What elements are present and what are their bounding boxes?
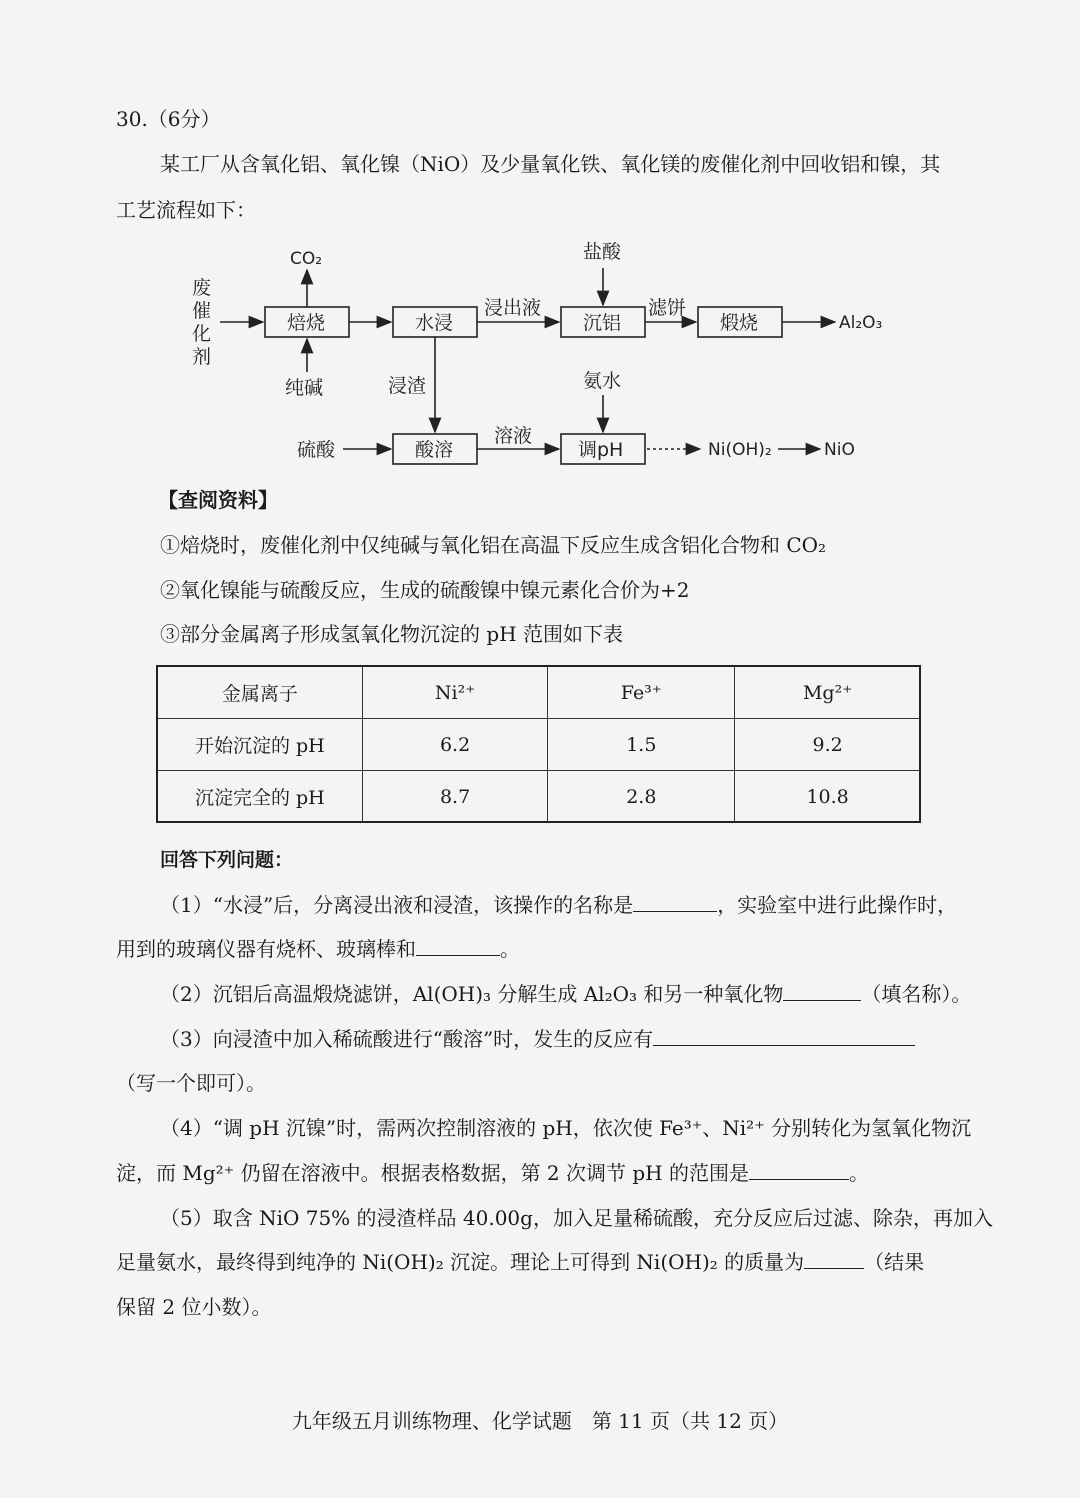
- intro-line-2: 工艺流程如下：: [116, 198, 256, 222]
- q1-blank-1[interactable]: [633, 891, 717, 912]
- input-char-4: 剂: [192, 346, 212, 368]
- q2-text-a: （2）沉铝后高温煅烧滤饼，Al(OH)₃ 分解生成 Al₂O₃ 和另一种氧化物: [160, 982, 784, 1006]
- question-heading: 30.（6分）: [116, 107, 221, 131]
- table-row: [158, 719, 921, 771]
- table-cell: 8.7: [362, 771, 548, 823]
- intro-line-1: 某工厂从含氧化铝、氧化镍（NiO）及少量氧化铁、氧化镁的废催化剂中回收铝和镍，其: [160, 152, 941, 176]
- solution-label: 溶液: [494, 425, 533, 447]
- roast-label: 焙烧: [287, 312, 326, 334]
- q5-text-c: （结果: [864, 1250, 925, 1274]
- h2so4-label: 硫酸: [297, 439, 336, 461]
- q1-text-d: 。: [500, 937, 520, 961]
- table-cell: 2.8: [548, 771, 735, 823]
- table-cell: 沉淀完全的 pH: [158, 771, 363, 823]
- co2-label: CO₂: [290, 249, 323, 269]
- q3-line-2: （写一个即可）。: [116, 1071, 266, 1095]
- input-char-1: 废: [192, 277, 212, 299]
- q1-line-2: [116, 934, 520, 964]
- q5-line-1: （5）取含 NiO 75% 的浸渣样品 40.00g，加入足量稀硫酸，充分反应后过滤、除杂，再加入: [160, 1206, 993, 1230]
- table-cell: 9.2: [735, 719, 921, 771]
- q4-line-2: [116, 1158, 869, 1188]
- reference-item-3: ③部分金属离子形成氢氧化物沉淀的 pH 范围如下表: [160, 622, 623, 646]
- q1-text-b: ，实验室中进行此操作时，: [717, 893, 958, 917]
- reference-title: 【查阅资料】: [158, 488, 278, 512]
- process-flow-diagram: [180, 232, 920, 482]
- table-cell: 10.8: [735, 771, 921, 823]
- hcl-label: 盐酸: [583, 241, 622, 263]
- q1-text-c: 用到的玻璃仪器有烧杯、玻璃棒和: [116, 937, 416, 961]
- adjust-ph-label: 调pH: [578, 439, 624, 461]
- table-cell: 1.5: [548, 719, 735, 771]
- q3-blank[interactable]: [653, 1025, 915, 1046]
- q2-text-b: （填名称）。: [861, 982, 972, 1006]
- q1-line-1: [160, 890, 957, 920]
- filter-cake-label: 滤饼: [648, 297, 687, 319]
- q5-text-b: 足量氨水，最终得到纯净的 Ni(OH)₂ 沉淀。理论上可得到 Ni(OH)₂ 的质量为: [116, 1250, 805, 1274]
- table-row: [158, 771, 921, 823]
- table-header-row: [158, 667, 921, 719]
- q4-blank[interactable]: [749, 1159, 849, 1180]
- q5-line-2: [116, 1247, 924, 1277]
- q3-text-a: （3）向浸渣中加入稀硫酸进行“酸溶”时，发生的反应有: [160, 1027, 654, 1051]
- table-header-cell: Fe³⁺: [548, 667, 735, 719]
- table-cell: 6.2: [362, 719, 548, 771]
- q3-line-1: [160, 1024, 915, 1054]
- q1-text-a: （1）“水浸”后，分离浸出液和浸渣，该操作的名称是: [160, 893, 634, 917]
- reference-item-1: ①焙烧时，废催化剂中仅纯碱与氧化铝在高温下反应生成含铝化合物和 CO₂: [160, 533, 827, 557]
- residue-label: 浸渣: [388, 375, 427, 397]
- table-cell: 开始沉淀的 pH: [158, 719, 363, 771]
- page-footer: 九年级五月训练物理、化学试题 第 11 页（共 12 页）: [291, 1409, 789, 1433]
- q2-line: [160, 979, 971, 1009]
- table-header-cell: 金属离子: [158, 667, 363, 719]
- calcine-label: 煅烧: [720, 312, 759, 334]
- answers-title: 回答下列问题：: [160, 849, 294, 871]
- table-header-cell: Mg²⁺: [735, 667, 921, 719]
- water-leach-label: 水浸: [415, 312, 454, 334]
- q4-line-1: （4）“调 pH 沉镍”时，需两次控制溶液的 pH，依次使 Fe³⁺、Ni²⁺ 分别转化为氢氧化物沉: [160, 1116, 972, 1140]
- acid-dissolve-label: 酸溶: [415, 439, 454, 461]
- leachate-label: 浸出液: [484, 297, 542, 319]
- nioh2-label: Ni(OH)₂: [708, 440, 772, 460]
- input-char-2: 催: [192, 300, 212, 322]
- q4-text-b: 淀，而 Mg²⁺ 仍留在溶液中。根据表格数据，第 2 次调节 pH 的范围是: [116, 1161, 749, 1185]
- q1-blank-2[interactable]: [416, 935, 500, 956]
- al2o3-label: Al₂O₃: [839, 313, 883, 333]
- reference-item-2: ②氧化镍能与硫酸反应，生成的硫酸镍中镍元素化合价为+2: [160, 578, 690, 602]
- soda-label: 纯碱: [285, 377, 324, 399]
- ph-range-table: [157, 666, 921, 823]
- nio-label: NiO: [824, 440, 855, 460]
- q5-blank[interactable]: [804, 1248, 864, 1269]
- precip-al-label: 沉铝: [583, 312, 622, 334]
- q5-line-3: 保留 2 位小数）。: [116, 1295, 272, 1319]
- q2-blank[interactable]: [783, 980, 861, 1001]
- q4-text-c: 。: [848, 1161, 869, 1185]
- ammonia-label: 氨水: [583, 370, 622, 392]
- table-header-cell: Ni²⁺: [362, 667, 548, 719]
- input-char-3: 化: [192, 323, 212, 345]
